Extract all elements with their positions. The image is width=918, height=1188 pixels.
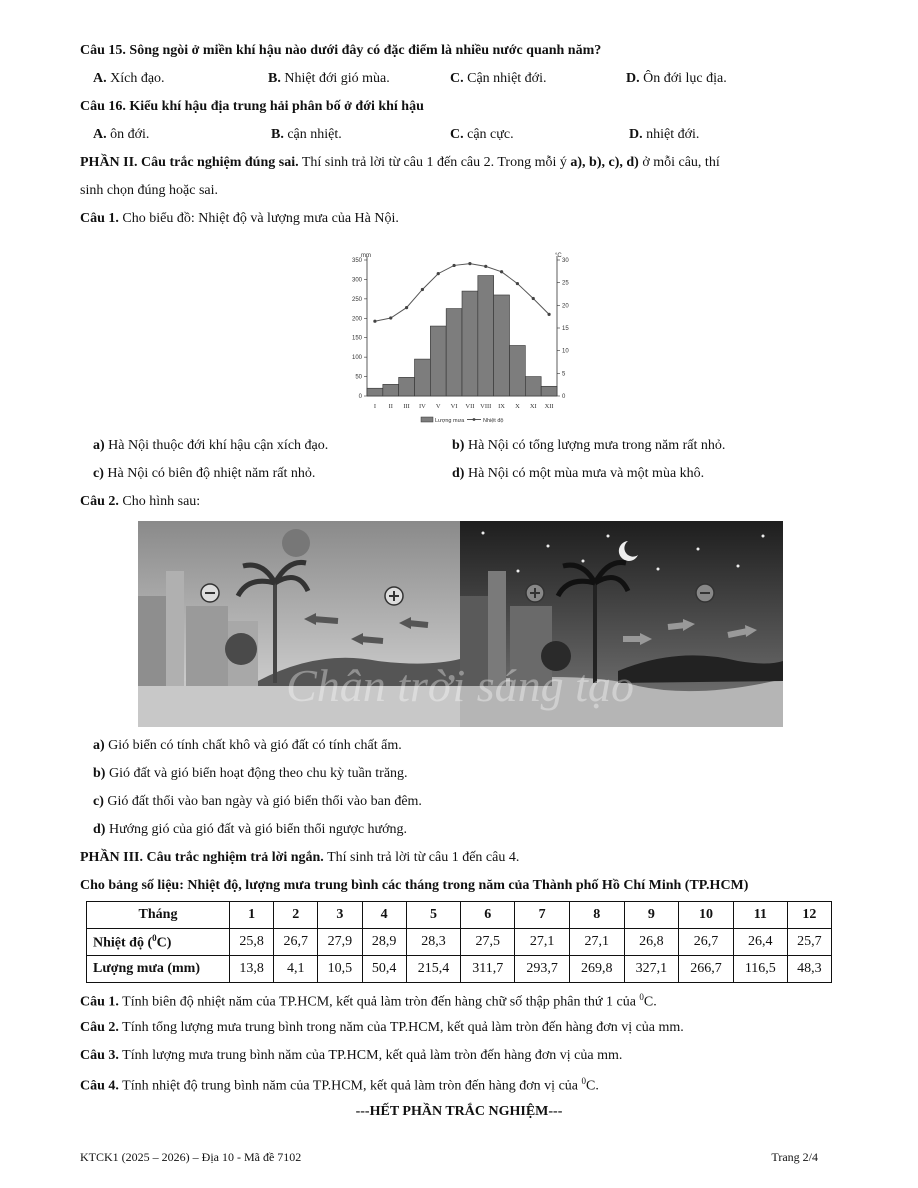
temperature-point xyxy=(405,306,408,309)
q15-option-d: D. Ôn đới lục địa. xyxy=(626,71,727,86)
ylabel-left: mm xyxy=(361,253,371,259)
temperature-point xyxy=(421,288,424,291)
x-tick-label: III xyxy=(403,403,410,410)
temperature-point xyxy=(373,320,376,323)
q16-option-a: A. ôn đới. xyxy=(93,127,150,142)
q15-option-c: C. Cận nhiệt đới. xyxy=(450,71,547,86)
q16-option-c: C. cận cực. xyxy=(450,127,514,142)
part2-q1: Câu 1. Cho biểu đồ: Nhiệt độ và lượng mưa của Hà Nội. xyxy=(80,211,399,226)
q15-option-b: B. Nhiệt đới gió mùa. xyxy=(268,71,390,86)
part3-q3: Câu 3. Tính lượng mưa trung bình năm của TP.HCM, kết quả làm tròn đến hàng đơn vị của mm. xyxy=(80,1048,623,1063)
part2-q1-a: a) Hà Nội thuộc đới khí hậu cận xích đạo. xyxy=(93,438,329,453)
part2-intro-line2: sinh chọn đúng hoặc sai. xyxy=(80,183,219,198)
day-tree xyxy=(225,633,257,665)
rain-bar xyxy=(525,377,541,396)
ytick-label-left: 250 xyxy=(351,296,362,303)
ytick-label-right: 10 xyxy=(562,348,569,355)
part3-q1: Câu 1. Tính biên độ nhiệt năm của TP.HCM, kết quả làm tròn đến hàng chữ số thập phân thứ 1 của $^0$C. xyxy=(80,992,657,1010)
q15-question xyxy=(80,43,601,59)
ytick-label-left: 50 xyxy=(355,374,362,381)
q16-option-b: B. cận nhiệt. xyxy=(271,127,342,142)
ytick-label-right: 0 xyxy=(562,394,566,400)
x-tick-label: II xyxy=(388,403,393,410)
day-palm xyxy=(273,583,277,683)
x-tick-label: XII xyxy=(544,403,554,410)
temperature-point xyxy=(389,316,392,319)
hanoi-climate-chart xyxy=(335,248,580,430)
rain-header: Lượng mưa (mm) xyxy=(87,956,230,983)
part2-q2-d: d) Hướng gió của gió đất và gió biển thổi ngược hướng. xyxy=(93,822,408,837)
rain-bar xyxy=(446,309,462,396)
table-row: Nhiệt độ ($^0$C) 25,8 26,7 27,9 28,9 28,3 27,5 27,1 27,1 26,8 26,7 26,4 25,7 xyxy=(87,929,832,956)
rain-bar xyxy=(541,386,557,396)
legend-rain-swatch xyxy=(421,417,433,422)
part2-q2-a: a) Gió biển có tính chất khô và gió đất có tính chất ẩm. xyxy=(93,738,402,753)
day-building xyxy=(186,606,228,686)
ytick-label-right: 15 xyxy=(562,326,569,332)
part2-title: PHẦN II. Câu trắc nghiệm đúng sai. xyxy=(80,155,299,170)
x-tick-label: X xyxy=(515,403,520,410)
day-tower xyxy=(166,571,184,686)
footer-left: KTCK1 (2025 – 2026) – Địa 10 - Mã đề 7102 xyxy=(80,1150,302,1164)
legend-temp-point xyxy=(473,418,476,421)
ytick-label-left: 0 xyxy=(358,394,362,400)
rain-bar xyxy=(478,276,494,396)
part2-heading: PHẦN II. Câu trắc nghiệm đúng sai. Thí sinh trả lời từ câu 1 đến câu 2. Trong mỗi ý a), b), c), d) ở mỗi câu, thí xyxy=(80,155,720,170)
rain-bar xyxy=(430,326,446,396)
rain-bar xyxy=(399,377,415,396)
legend-rain-label: Lượng mưa xyxy=(435,418,465,424)
temp-header: Nhiệt độ ($^0$C) xyxy=(87,929,230,956)
land-sea-breeze-illustration xyxy=(138,521,783,727)
rain-bar xyxy=(415,359,431,396)
temperature-point xyxy=(452,264,455,267)
temperature-point xyxy=(516,282,519,285)
part2-q1-b: b) Hà Nội có tổng lượng mưa trong năm rất nhỏ. xyxy=(452,438,726,453)
rain-bar xyxy=(367,388,383,396)
x-tick-label: IV xyxy=(418,403,426,410)
rain-bar xyxy=(494,295,510,396)
watermark: Chân trời sáng tạo xyxy=(286,660,634,711)
ytick-label-left: 150 xyxy=(351,335,362,342)
ytick-label-left: 100 xyxy=(351,355,362,362)
x-tick-label: XI xyxy=(529,403,537,410)
ytick-label-left: 300 xyxy=(351,277,362,284)
temperature-point xyxy=(532,297,535,300)
part2-q1-d: d) Hà Nội có một mùa mưa và một mùa khô. xyxy=(452,466,705,481)
legend-temp-label: Nhiệt độ xyxy=(483,418,504,424)
part3-q4: Câu 4. Tính nhiệt độ trung bình năm của TP.HCM, kết quả làm tròn đến hàng đơn vị của $^0$C. xyxy=(80,1076,599,1094)
table-title: Cho bảng số liệu: Nhiệt độ, lượng mưa trung bình các tháng trong năm của Thành phố Hồ Chí Minh (TP.HCM) xyxy=(80,878,749,893)
q16-label: Câu 16. xyxy=(80,99,126,114)
x-tick-label: VIII xyxy=(480,403,492,410)
temperature-point xyxy=(500,270,503,273)
footer-right: Trang 2/4 xyxy=(771,1150,818,1164)
q16-text: Kiểu khí hậu địa trung hải phân bố ở đới khí hậu xyxy=(129,99,424,114)
ytick-label-right: 20 xyxy=(562,303,569,310)
q16-question xyxy=(80,99,424,115)
end-marker: ---HẾT PHẦN TRẮC NGHIỆM--- xyxy=(355,1104,563,1119)
table-row: Lượng mưa (mm) 13,8 4,1 10,5 50,4 215,4 311,7 293,7 269,8 327,1 266,7 116,5 48,3 xyxy=(87,956,832,983)
ylabel-right: °C xyxy=(555,253,562,259)
x-tick-label: IX xyxy=(498,403,506,410)
sun-icon xyxy=(282,529,310,557)
q15-option-a: A. Xích đạo. xyxy=(93,71,165,86)
x-tick-label: VI xyxy=(450,403,458,410)
q16-option-d: D. nhiệt đới. xyxy=(629,127,700,142)
x-tick-label: V xyxy=(435,403,441,410)
rain-bar xyxy=(383,384,399,396)
temperature-point xyxy=(468,262,471,265)
x-tick-label: I xyxy=(373,403,377,410)
table-row: Tháng 1 2 3 4 5 6 7 8 9 10 11 12 xyxy=(87,902,832,929)
temperature-point xyxy=(484,265,487,268)
rain-bar xyxy=(510,345,526,396)
temperature-point xyxy=(547,313,550,316)
ytick-label-right: 25 xyxy=(562,280,569,287)
part2-q2-b: b) Gió đất và gió biển hoạt động theo chu kỳ tuần trăng. xyxy=(93,766,408,781)
rain-bar xyxy=(462,291,478,396)
part2-q2-c: c) Gió đất thổi vào ban ngày và gió biển thổi vào ban đêm. xyxy=(93,794,422,809)
ytick-label-left: 200 xyxy=(351,316,362,323)
part2-q1-c: c) Hà Nội có biên độ nhiệt năm rất nhỏ. xyxy=(93,466,316,481)
month-header: Tháng xyxy=(87,902,230,929)
part2-q2: Câu 2. Cho hình sau: xyxy=(80,494,201,509)
part3-heading: PHẦN III. Câu trắc nghiệm trả lời ngắn. Thí sinh trả lời từ câu 1 đến câu 4. xyxy=(80,850,520,865)
q15-text: Sông ngòi ở miền khí hậu nào dưới đây có đặc điểm là nhiều nước quanh năm? xyxy=(129,43,602,58)
part3-q2: Câu 2. Tính tổng lượng mưa trung bình trong năm của TP.HCM, kết quả làm tròn đến hàng đơn vị của mm. xyxy=(80,1020,684,1035)
ytick-label-right: 30 xyxy=(562,258,569,264)
ytick-label-left: 350 xyxy=(351,258,362,264)
temperature-point xyxy=(437,272,440,275)
x-tick-label: VII xyxy=(465,403,475,410)
ytick-label-right: 5 xyxy=(562,371,566,378)
q15-label: Câu 15. xyxy=(80,43,126,58)
hcmc-climate-table xyxy=(86,901,832,983)
